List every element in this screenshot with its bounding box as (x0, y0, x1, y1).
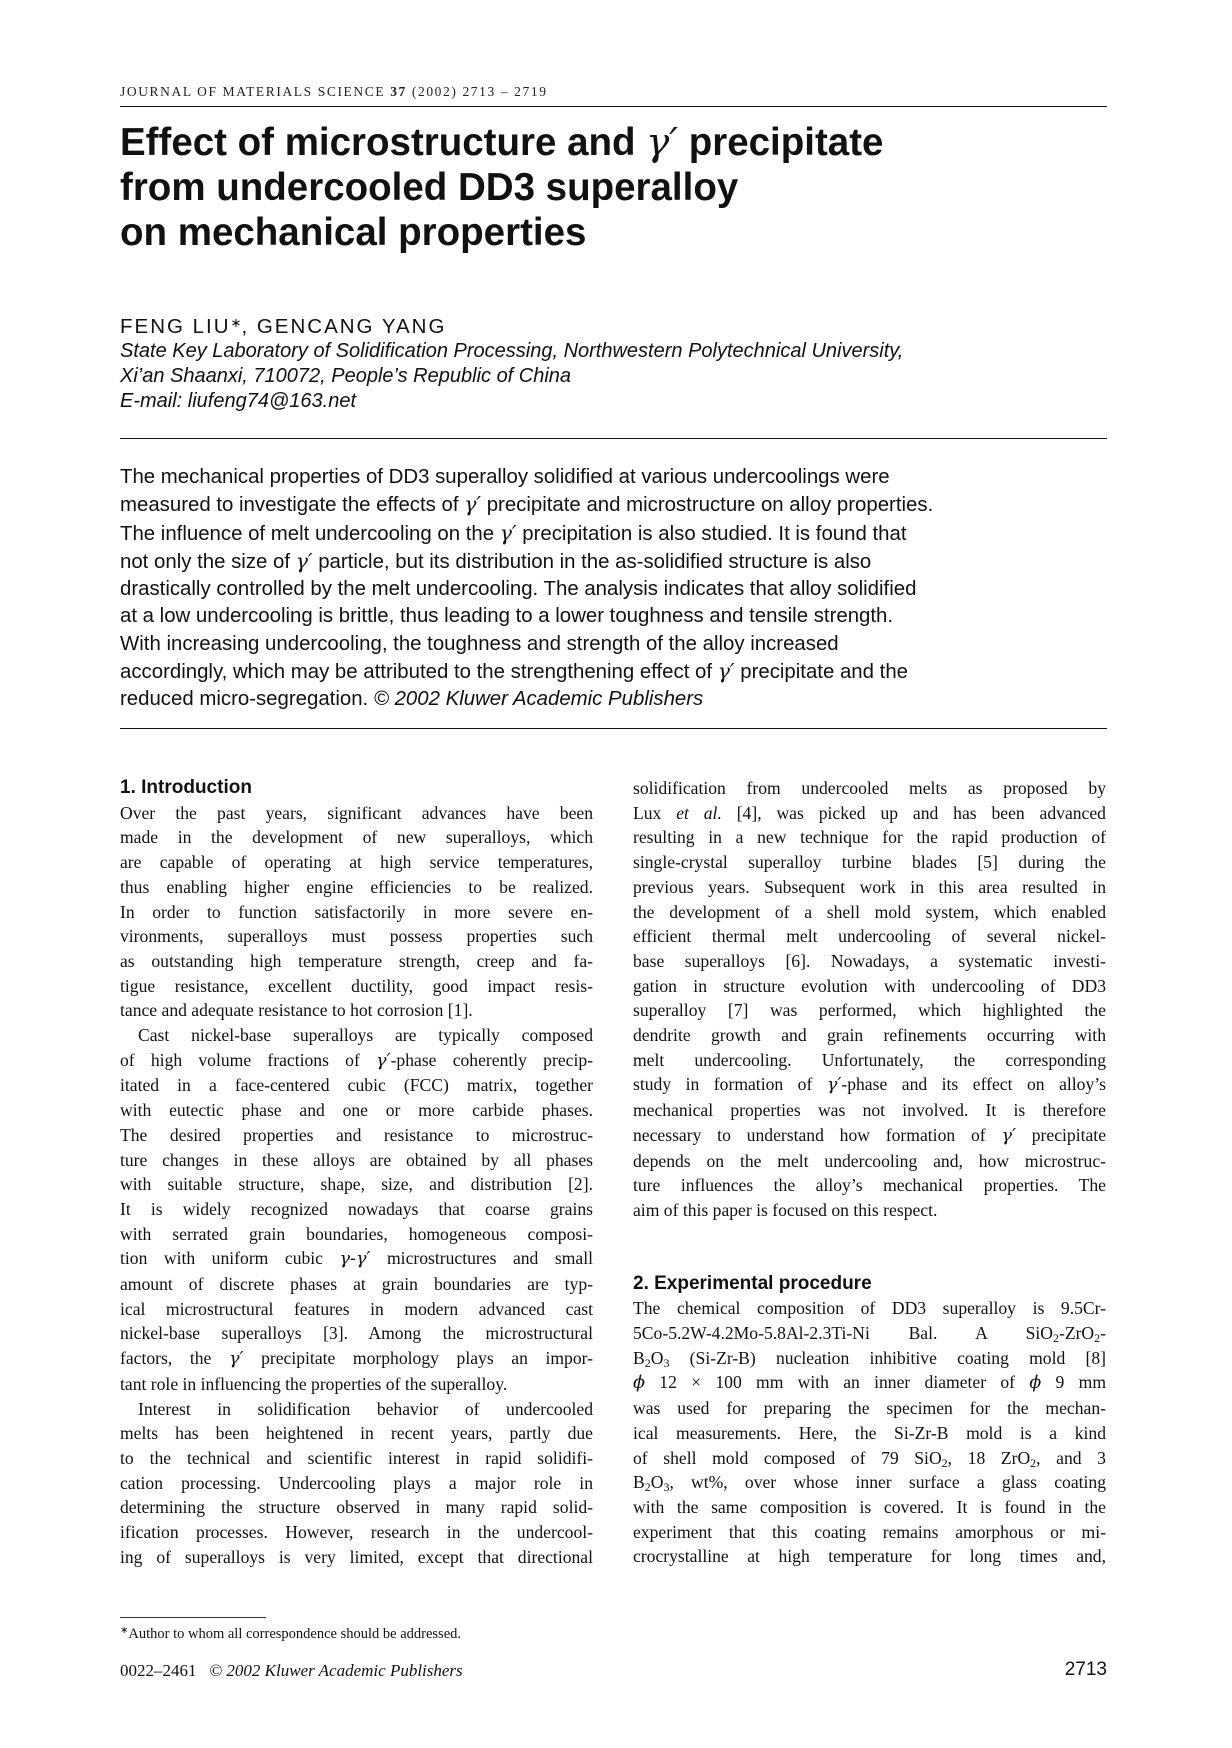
body-line: Cast nickel-base superalloys are typically composed (138, 1025, 593, 1046)
body-line: study in formation of γ′-phase and its effect on alloy’s (633, 1074, 1106, 1096)
body-line: The chemical composition of DD3 superalloy is 9.5Cr- (633, 1298, 1106, 1319)
title-line-1: Effect of microstructure and γ′ precipitate (120, 120, 884, 165)
abstract-copyright: © 2002 Kluwer Academic Publishers (373, 688, 704, 711)
body-line: of high volume fractions of γ′-phase coherently precip- (120, 1049, 593, 1071)
gamma-prime-symbol: γ′ (717, 659, 735, 684)
paper-title (120, 120, 1107, 255)
gamma-prime-symbol: γ′ (464, 492, 482, 517)
title-line-2: from undercooled DD3 superalloy (120, 166, 739, 209)
footnote-text: Author to whom all correspondence should be addressed. (128, 1626, 461, 1642)
body-line: crocrystalline at high temperature for long times and, (633, 1546, 1106, 1567)
gamma-prime-symbol: γ′ (228, 1349, 244, 1370)
body-line: Lux et al. [4], was picked up and has been advanced (633, 802, 1106, 823)
body-line: ing of superalloys is very limited, except that directional (120, 1546, 593, 1567)
corresponding-author-mark: ∗ (230, 315, 242, 330)
right-column (633, 776, 1106, 1569)
body-line: amount of discrete phases at grain boundaries are typ- (120, 1274, 593, 1295)
body-line: ification processes. However, research in the undercool- (120, 1522, 593, 1543)
body-line: ical measurements. Here, the Si-Zr-B mold is a kind (633, 1422, 1106, 1443)
gamma-prime-symbol: γ′ (295, 548, 313, 573)
body-line: single-crystal superalloy turbine blades [5] during the (633, 852, 1106, 873)
abstract-line: accordingly, which may be attributed to the strengthening effect of γ′ precipitate and the (120, 659, 909, 684)
body-line: tant role in influencing the properties of the superalloy. (120, 1373, 508, 1394)
body-line: ical microstructural features in modern advanced cast (120, 1298, 593, 1319)
body-line: tance and adequate resistance to hot corrosion [1]. (120, 1000, 473, 1021)
body-line: vironments, superalloys must possess properties such (120, 926, 593, 947)
body-line: aim of this paper is focused on this respect. (633, 1199, 938, 1220)
author-name: FENG LIU (120, 315, 231, 338)
body-line: experiment that this coating remains amorphous or mi- (633, 1521, 1106, 1542)
running-head (120, 84, 1107, 100)
body-line: was used for preparing the specimen for the mechan- (633, 1398, 1106, 1419)
phi-symbol: ϕ (1029, 1373, 1042, 1394)
left-column (120, 776, 593, 1570)
body-line: In order to function satisfactorily in more severe en- (120, 901, 593, 922)
journal-name: JOURNAL OF MATERIALS SCIENCE (120, 84, 386, 99)
body-line: It is widely recognized nowadays that coarse grains (120, 1198, 593, 1219)
abstract-top-rule (120, 438, 1107, 439)
body-line: base superalloys [6]. Nowadays, a systematic investi- (633, 950, 1106, 971)
affiliation-line: State Key Laboratory of Solidification Processing, Northwestern Polytechnical University, (120, 340, 904, 362)
gamma-prime-symbol: γ′ (1001, 1125, 1016, 1146)
body-line: superalloy [7] was performed, which highlighted the (633, 1000, 1106, 1021)
body-line: $B_2O_3$, wt%, over whose inner surface a glass coating (633, 1472, 1106, 1495)
body-line: tion with uniform cubic γ-γ′ microstructures and small (120, 1248, 593, 1270)
gamma-prime-symbol: γ′ (499, 520, 517, 545)
body-line: $B_2O_3$ (Si-Zr-B) nucleation inhibitive coating mold [8] (633, 1347, 1106, 1370)
author-name: , GENCANG YANG (241, 315, 447, 338)
body-line: thus enabling higher engine efficiencies to be realized. (120, 876, 593, 897)
body-line: melts has been heightened in recent years, partly due (120, 1423, 593, 1444)
body-line: the development of a shell mold system, which enabled (633, 901, 1106, 922)
body-line: Over the past years, significant advances have been (120, 802, 593, 823)
section-heading-introduction: 1. Introduction (120, 777, 252, 798)
abstract-line: With increasing undercooling, the toughness and strength of the alloy increased (120, 632, 839, 655)
affiliation (120, 339, 1110, 414)
body-line: with serrated grain boundaries, homogeneous composi- (120, 1223, 593, 1244)
abstract-bottom-rule (120, 728, 1107, 729)
body-line: ture changes in these alloys are obtained by all phases (120, 1149, 593, 1170)
body-line: solidification from undercooled melts as proposed by (633, 778, 1106, 798)
body-line: The desired properties and resistance to microstruc- (120, 1124, 593, 1145)
footnote-rule (120, 1617, 266, 1618)
body-line: dendrite growth and grain refinements occurring with (633, 1025, 1106, 1046)
body-line: mechanical properties was not involved. It is therefore (633, 1100, 1106, 1121)
page-number: 2713 (1064, 1659, 1107, 1680)
abstract (120, 464, 1107, 714)
issn: 0022–2461 (120, 1661, 197, 1680)
body-line: Interest in solidification behavior of undercooled (138, 1398, 593, 1419)
affiliation-line: Xi’an Shaanxi, 710072, People’s Republic of China (120, 365, 572, 387)
journal-citation: (2002) 2713 – 2719 (411, 84, 548, 99)
section-heading-experimental: 2. Experimental procedure (633, 1272, 872, 1294)
body-line: to the technical and scientific interest in rapid solidifi- (120, 1447, 593, 1468)
footnote-mark: ∗ (120, 1625, 129, 1636)
author-email: E-mail: liufeng74@163.net (120, 390, 356, 412)
body-line: ture influences the alloy’s mechanical properties. The (633, 1175, 1106, 1196)
body-line: tigue resistance, excellent ductility, good impact resis- (120, 975, 593, 996)
abstract-line: not only the size of γ′ particle, but its distribution in the as-solidified structure is also (120, 548, 872, 573)
abstract-line: drastically controlled by the melt undercooling. The analysis indicates that alloy solidified (120, 578, 917, 601)
body-line: are capable of operating at high service temperatures, (120, 852, 593, 873)
body-line: nickel-base superalloys [3]. Among the microstructural (120, 1323, 593, 1344)
gamma-gamma-prime-symbol: γ-γ′ (339, 1249, 371, 1270)
gamma-prime-symbol: γ′ (646, 120, 679, 165)
footer-copyright: © 2002 Kluwer Academic Publishers (209, 1661, 463, 1680)
gamma-prime-symbol: γ′ (826, 1075, 842, 1096)
body-line: of shell mold composed of 79 SiO$_2$, 18 ZrO$_2$, and 3 (633, 1447, 1106, 1470)
abstract-line: The influence of melt undercooling on the γ′ precipitation is also studied. It is found that (120, 520, 907, 545)
body-line: previous years. Subsequent work in this area resulted in (633, 876, 1106, 897)
body-line: melt undercooling. Unfortunately, the corresponding (633, 1049, 1106, 1070)
abstract-line: at a low undercooling is brittle, thus leading to a lower toughness and tensile strength. (120, 605, 894, 628)
body-line: with suitable structure, shape, size, and distribution [2]. (120, 1174, 593, 1195)
body-line: made in the development of new superalloys, which (120, 827, 593, 848)
body-line: determining the structure observed in many rapid solid- (120, 1497, 593, 1518)
body-line: itated in a face-centered cubic (FCC) matrix, together (120, 1075, 593, 1096)
author-list (120, 315, 446, 339)
abstract-line: reduced micro-segregation. © 2002 Kluwer Academic Publishers (120, 688, 704, 711)
body-line: with eutectic phase and one or more carbide phases. (120, 1100, 593, 1121)
body-line: efficient thermal melt undercooling of several nickel- (633, 926, 1106, 947)
body-line: ϕ 12 × 100 mm with an inner diameter of ϕ 9 mm (633, 1372, 1107, 1394)
footer-publisher (120, 1661, 463, 1681)
abstract-line: The mechanical properties of DD3 superalloy solidified at various undercoolings were (120, 466, 890, 488)
phi-symbol: ϕ (633, 1373, 645, 1394)
title-line-3: on mechanical properties (120, 211, 587, 254)
body-line: 5Co-5.2W-4.2Mo-5.8Al-2.3Ti-Ni Bal. A SiO$_2$-ZrO$_2$- (633, 1323, 1106, 1346)
body-line: gation in structure evolution with undercooling of DD3 (633, 975, 1106, 996)
body-line: resulting in a new technique for the rapid production of (633, 827, 1106, 848)
abstract-line: measured to investigate the effects of γ′ precipitate and microstructure on alloy properties. (120, 492, 934, 517)
body-line: with the same composition is covered. It is found in the (633, 1496, 1106, 1517)
gamma-prime-symbol: γ′ (376, 1050, 391, 1071)
body-line: depends on the melt undercooling and, how microstruc- (633, 1150, 1106, 1171)
body-line: factors, the γ′ precipitate morphology plays an impor- (120, 1348, 593, 1370)
body-line: cation processing. Undercooling plays a major role in (120, 1472, 593, 1493)
body-line: as outstanding high temperature strength, creep and fa- (120, 950, 593, 971)
header-rule (120, 106, 1107, 107)
footnote (120, 1625, 461, 1643)
body-line: necessary to understand how formation of γ′ precipitate (633, 1124, 1106, 1146)
journal-volume: 37 (390, 84, 407, 99)
